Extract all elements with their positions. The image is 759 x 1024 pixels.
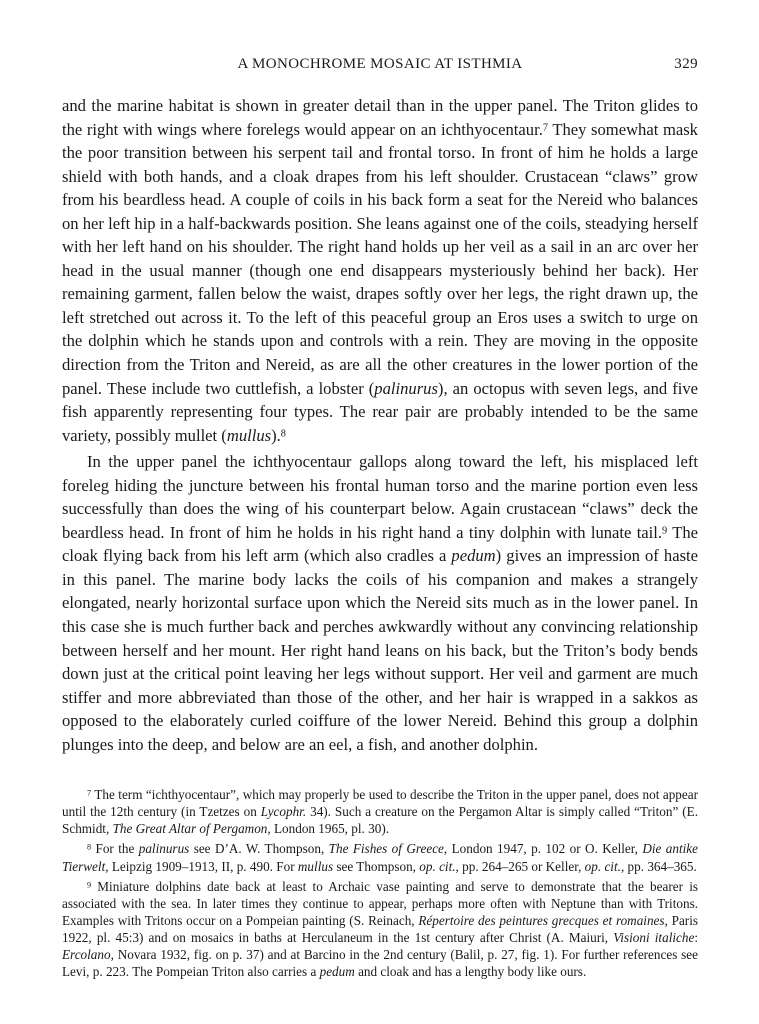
- text-run: ), an octopus with seven legs, and five fish apparently representing four types. The rear pair are probably intended to be the same variety, possibly mullet (: [62, 378, 698, 445]
- italic-term: palinurus: [374, 378, 438, 398]
- text-run: Miniature dolphins date back at least to Archaic vase painting and serve to demonstrate that the bearer is associated with the sea. In later times they continue to appear, perhaps more often with Neptune than with Tritons. Examples with Tritons occur on a Pompeian painting (S. Reinach,: [62, 878, 698, 928]
- italic-term: mullus: [226, 425, 272, 445]
- footnote-ref-8[interactable]: 8: [280, 428, 286, 440]
- paragraph-1: [62, 94, 698, 447]
- text-run: They somewhat mask the poor transition between his serpent tail and frontal torso. In front of him he holds a large shield with both hands, and a cloak drapes from his left shoulder. Crustacean “claws” grow from his beardless head. A couple of coils in his back form a seat for the Nereid who balances on her left hip in a half-backwards position. She leans against one of the coils, steadying herself with her left hand on his shoulder. The right hand holds up her veil as a sail in an arc over her head in the usual manner (though one end disappears mysteriously behind her back). Her remaining garment, fallen below the waist, drapes softly over her legs, the right drawn up, the left stretched out across it. To the left of this peaceful group an Eros uses a switch to urge on the dolphin which he stands upon and controls with a rein. They are moving in the opposite direction from the Triton and Nereid, as are all the other creatures in the lower portion of the panel. These include two cuttlefish, a lobster (: [62, 119, 698, 398]
- footnote-7: [62, 786, 698, 837]
- text-run: see Thompson,: [333, 858, 420, 874]
- footnote-number: 9: [87, 879, 92, 889]
- text-run: , London 1965, pl. 30).: [267, 821, 390, 837]
- italic-term: Répertoire des peintures grecques et romaines: [418, 912, 665, 928]
- text-run: For the: [91, 841, 139, 857]
- footnote-9: [62, 878, 698, 980]
- paragraph-2: [62, 450, 698, 756]
- text-run: , pp. 364–365.: [620, 858, 697, 874]
- text-run: , Leipzig 1909–1913, II, p. 490. For: [105, 858, 298, 874]
- text-run: 34). Such a creature on the Pergamon Altar is simply called “Triton” (E. Schmidt,: [62, 804, 698, 837]
- italic-term: Die antike Tierwelt: [62, 841, 698, 874]
- text-run: The cloak flying back from his left arm (which also cradles a: [62, 522, 699, 566]
- text-run: see D’A. W. Thompson,: [189, 841, 329, 857]
- text-run: , pp. 264–265 or Keller,: [455, 858, 585, 874]
- text-run: and cloak and has a lengthy body like ours.: [354, 963, 587, 979]
- italic-term: op. cit.: [584, 858, 621, 874]
- italic-term: pedum: [319, 963, 355, 979]
- text-run: In the upper panel the ichthyocentaur gallops along toward the left, his misplaced left foreleg hiding the juncture between his frontal human torso and the marine portion even less successfully than does the wing of his counterpart below. Again crustacean “claws” deck the beardless head. In front of him he holds in his right hand a tiny dolphin with lunate tail.: [62, 452, 698, 542]
- footnote-number: 8: [87, 842, 92, 852]
- running-head: [62, 56, 698, 78]
- footnotes: [62, 786, 698, 980]
- footnote-number: 7: [87, 788, 92, 798]
- running-title: A MONOCHROME MOSAIC AT ISTHMIA: [237, 56, 523, 72]
- text-run: , Paris 1922, pl. 45:3) and on mosaics in baths at Herculaneum in the 1st century after Christ (A. Maiuri,: [62, 912, 698, 945]
- page-number: 329: [674, 56, 698, 72]
- text-run: , London 1947, p. 102 or O. Keller,: [443, 841, 643, 857]
- text-run: ) gives an impression of haste in this panel. The marine body lacks the coils of his companion and makes a strangely elongated, nearly horizontal surface upon which the Nereid sits much as in the lower panel. In this case she is much further back and perches awkwardly without any convincing relationship between herself and her mount. Her right hand leans on his back, but the Triton’s body bends down just at the critical point leaving her legs without support. Her veil and garment are much stiffer and more abbreviated than those of the other, and her hair is wrapped in a sakkos as opposed to the elaborately curled coiffure of the lower Nereid. Behind this group a dolphin plunges into the deep, and below are an eel, a fish, and another dolphin.: [62, 546, 699, 754]
- italic-term: pedum: [451, 546, 496, 566]
- italic-term: Visioni italiche: [613, 929, 695, 945]
- text-run: and the marine habitat is shown in greater detail than in the upper panel. The Triton glides to the right with wings where forelegs would appear on an ichthyocentaur.: [62, 96, 698, 139]
- body-text: [62, 94, 698, 756]
- italic-term: Lycophr.: [260, 804, 307, 820]
- italic-term: op. cit.: [419, 858, 456, 874]
- page: [62, 56, 698, 983]
- footnote-8: [62, 840, 698, 874]
- footnote-ref-9[interactable]: 9: [662, 525, 668, 537]
- italic-term: palinurus: [138, 841, 190, 857]
- italic-term: The Fishes of Greece: [328, 841, 444, 857]
- italic-term: mullus: [297, 858, 334, 874]
- text-run: ).: [271, 425, 281, 445]
- text-run: The term “ichthyocentaur”, which may properly be used to describe the Triton in the upper panel, does not appear until the 12th century (in Tzetzes on: [62, 787, 698, 820]
- text-run: , Novara 1932, fig. on p. 37) and at Barcino in the 2nd century (Balil, p. 27, fig. 1). For further references see Levi, p. 223. The Pompeian Triton also carries a: [62, 946, 698, 979]
- italic-term: Ercolano: [62, 946, 111, 962]
- italic-term: The Great Altar of Pergamon: [112, 821, 268, 837]
- text-run: :: [694, 929, 698, 945]
- footnote-ref-7[interactable]: 7: [542, 121, 548, 133]
